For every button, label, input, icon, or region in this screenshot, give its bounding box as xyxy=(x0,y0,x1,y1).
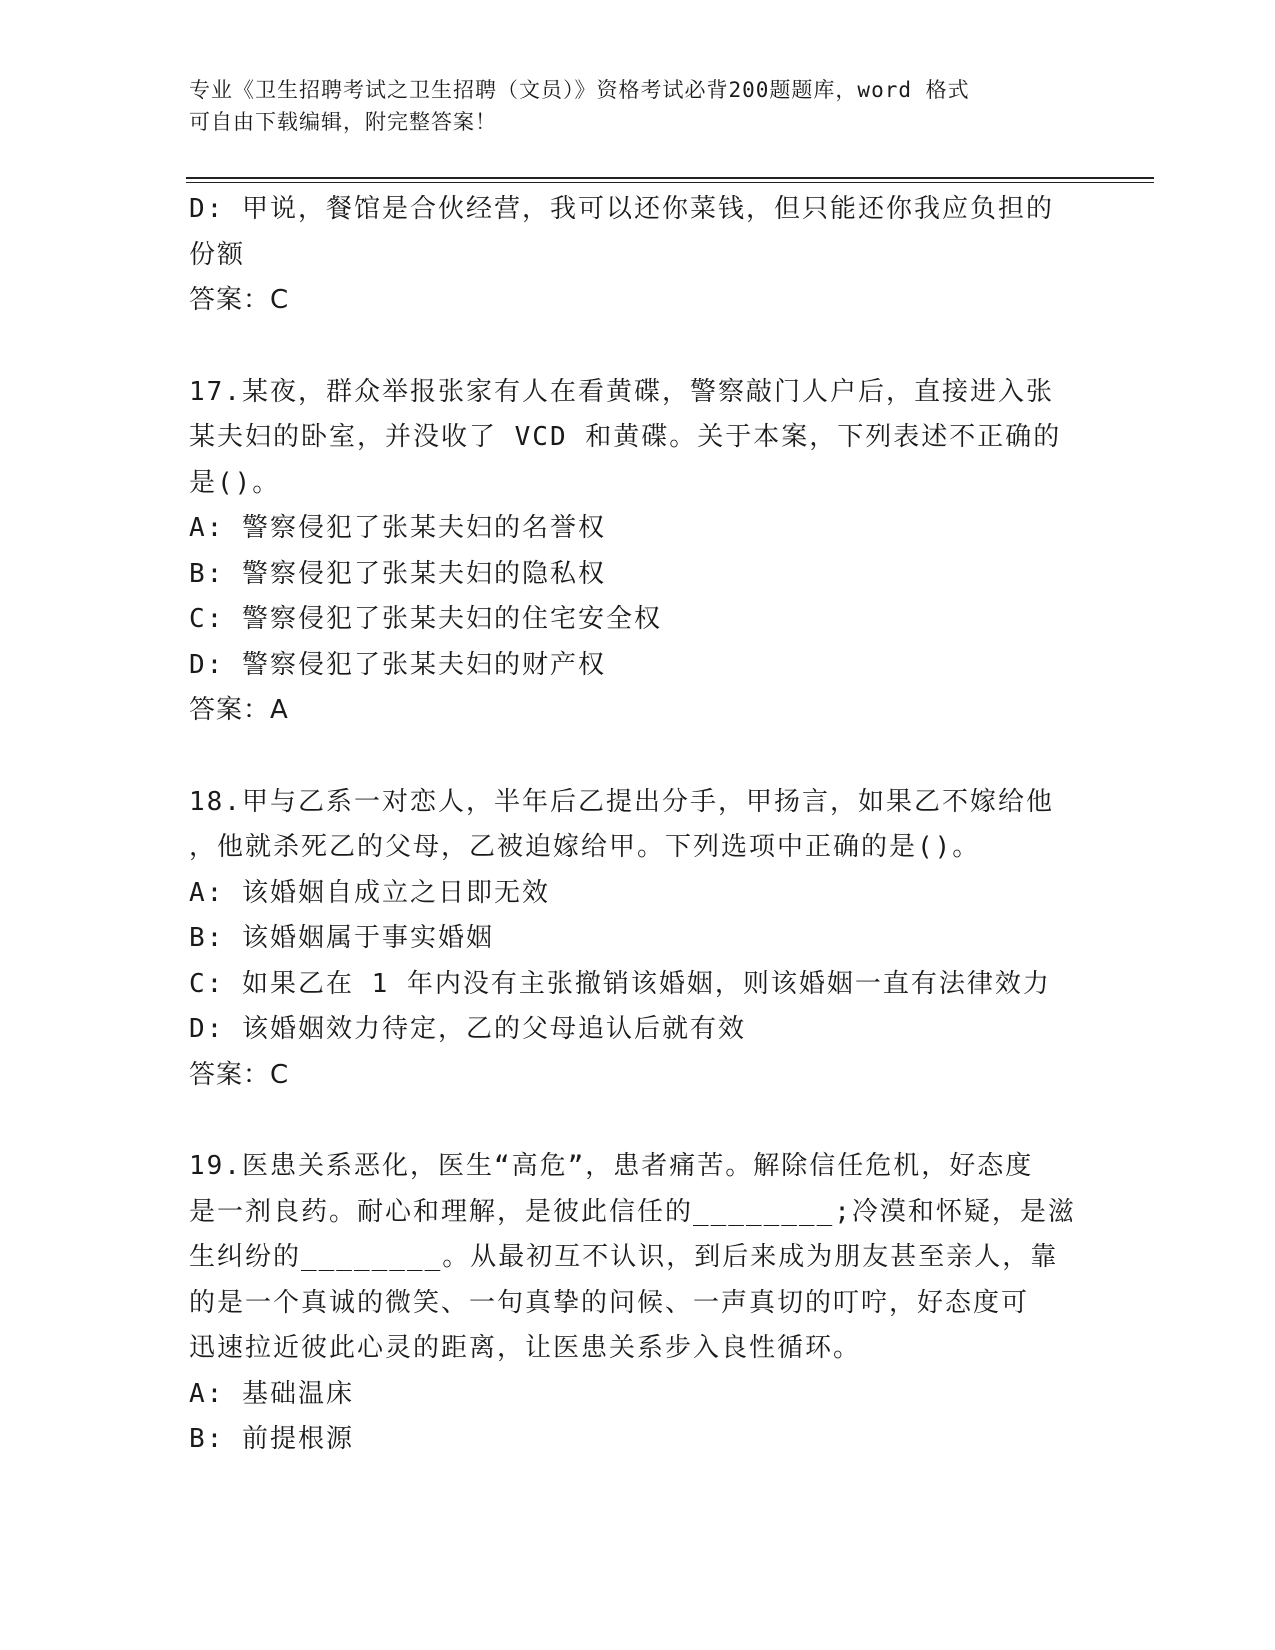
question-16-tail xyxy=(189,187,1069,324)
question-stem-line: 18.甲与乙系一对恋人，半年后乙提出分手，甲扬言，如果乙不嫁给他 xyxy=(189,786,1054,817)
page-header xyxy=(189,74,1069,138)
spacer xyxy=(189,324,1069,370)
spacer xyxy=(189,1098,1069,1144)
option-a: A: 基础温床 xyxy=(189,1378,354,1409)
option-b: B: 警察侵犯了张某夫妇的隐私权 xyxy=(189,558,606,589)
header-divider-thin xyxy=(186,182,1154,183)
question-stem-line: 17.某夜，群众举报张家有人在看黄碟，警察敲门人户后，直接进入张 xyxy=(189,376,1054,407)
option-c: C: 如果乙在 1 年内没有主张撤销该婚姻，则该婚姻一直有法律效力 xyxy=(189,968,1051,999)
answer-line: 答案：A xyxy=(189,695,289,725)
question-stem-line: ，他就杀死乙的父母，乙被迫嫁给甲。下列选项中正确的是()。 xyxy=(189,832,981,862)
question-19 xyxy=(189,1144,1076,1463)
header-title-line-1: 专业《卫生招聘考试之卫生招聘（文员）》资格考试必背200题题库，word 格式 xyxy=(189,78,970,102)
question-stem-line: 的是一个真诚的微笑、一句真挚的问候、一声真切的叮咛，好态度可 xyxy=(189,1287,1030,1318)
spacer xyxy=(189,734,1069,780)
question-17 xyxy=(189,370,1069,734)
option-b: B: 该婚姻属于事实婚姻 xyxy=(189,923,494,953)
answer-line: 答案：C xyxy=(189,1059,290,1090)
question-stem-line: 是()。 xyxy=(189,467,281,498)
question-stem-line: 生纠纷的________。从最初互不认识，到后来成为朋友甚至亲人，靠 xyxy=(189,1242,1059,1272)
answer-line: 答案：C xyxy=(189,285,290,315)
question-stem-line: 迅速拉近彼此心灵的距离，让医患关系步入良性循环。 xyxy=(189,1333,862,1363)
header-title-line-2: 可自由下载编辑，附完整答案！ xyxy=(189,110,497,134)
option-d-continued: 份额 xyxy=(189,239,246,270)
option-b: B: 前提根源 xyxy=(189,1424,354,1454)
question-stem-line: 某夫妇的卧室，并没收了 VCD 和黄碟。关于本案，下列表述不正确的 xyxy=(189,422,1062,452)
option-d: D: 甲说，餐馆是合伙经营，我可以还你菜钱，但只能还你我应负担的 xyxy=(189,194,1054,224)
option-a: A: 警察侵犯了张某夫妇的名誉权 xyxy=(189,513,606,543)
option-c: C: 警察侵犯了张某夫妇的住宅安全权 xyxy=(189,604,662,634)
question-list xyxy=(189,187,1076,1463)
question-stem-line: 19.医患关系恶化，医生“高危”，患者痛苦。解除信任危机，好态度 xyxy=(189,1151,1034,1181)
option-d: D: 警察侵犯了张某夫妇的财产权 xyxy=(189,649,606,680)
option-d: D: 该婚姻效力待定，乙的父母追认后就有效 xyxy=(189,1014,746,1044)
header-divider xyxy=(186,177,1154,183)
option-a: A: 该婚姻自成立之日即无效 xyxy=(189,877,550,908)
question-18 xyxy=(189,780,1069,1099)
header-divider-thick xyxy=(186,177,1154,179)
question-stem-line: 是一剂良药。耐心和理解，是彼此信任的________;冷漠和怀疑，是滋 xyxy=(189,1196,1076,1227)
